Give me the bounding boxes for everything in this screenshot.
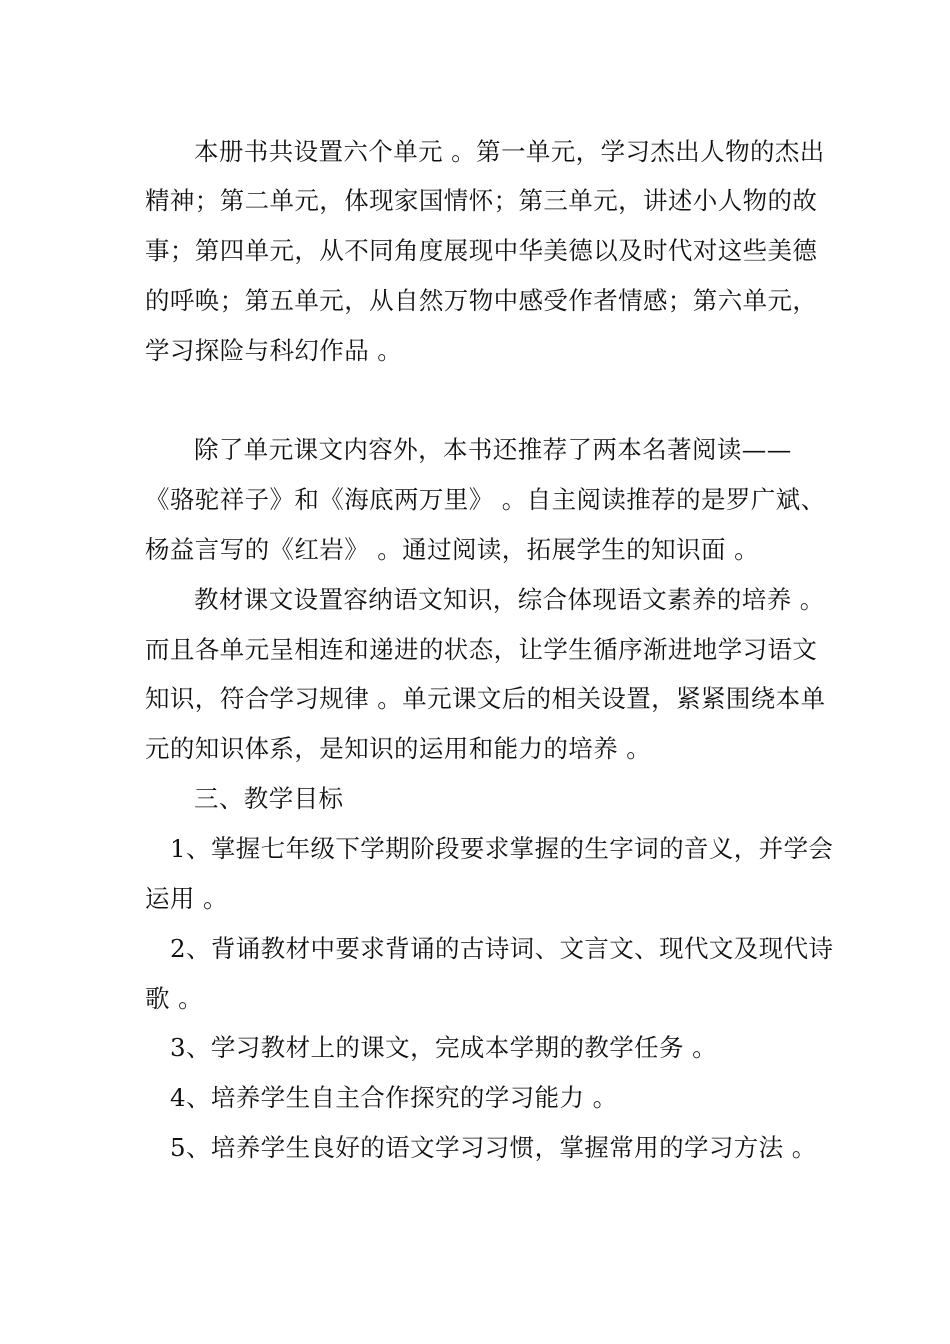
paragraph-reading-line-2: 《骆驼祥子》和《海底两万里》 。自主阅读推荐的是罗广斌、	[145, 485, 826, 514]
section-heading: 三、教学目标	[194, 784, 344, 813]
goal-item-3: 3、学习教材上的课文，完成本学期的教学任务 。	[170, 1033, 718, 1062]
paragraph-textbook-line-4: 元的知识体系，是知识的运用和能力的培养 。	[145, 734, 652, 763]
goal-item-4: 4、培养学生自主合作探究的学习能力 。	[170, 1083, 618, 1112]
goal-item-1: 1、掌握七年级下学期阶段要求掌握的生字词的音义，并学会	[170, 834, 834, 863]
paragraph-units-line-1: 本册书共设置六个单元 。第一单元，学习杰出人物的杰出	[194, 137, 825, 166]
goal-item-2-continued: 歌 。	[145, 984, 203, 1013]
paragraph-units-line-5: 学习探险与科幻作品 。	[145, 336, 403, 365]
goal-item-1-continued: 运用 。	[145, 884, 228, 913]
goal-item-2: 2、背诵教材中要求背诵的古诗词、文言文、现代文及现代诗	[170, 934, 834, 963]
paragraph-textbook-line-2: 而且各单元呈相连和递进的状态，让学生循序渐进地学习语文	[145, 635, 818, 664]
paragraph-units-line-2: 精神；第二单元，体现家国情怀；第三单元，讲述小人物的故	[145, 186, 818, 215]
paragraph-units-line-3: 事；第四单元，从不同角度展现中华美德以及时代对这些美德	[145, 236, 818, 265]
paragraph-reading-line-1: 除了单元课文内容外，本书还推荐了两本名著阅读——	[194, 435, 792, 464]
paragraph-textbook-line-1: 教材课文设置容纳语文知识，综合体现语文素养的培养 。	[194, 585, 825, 614]
goal-item-5: 5、培养学生良好的语文学习习惯，掌握常用的学习方法 。	[170, 1133, 817, 1162]
paragraph-textbook-line-3: 知识，符合学习规律 。单元课文后的相关设置，紧紧围绕本单	[145, 684, 826, 713]
paragraph-units-line-4: 的呼唤；第五单元，从自然万物中感受作者情感；第六单元，	[145, 286, 818, 315]
paragraph-reading-line-3: 杨益言写的《红岩》 。通过阅读，拓展学生的知识面 。	[145, 535, 759, 564]
